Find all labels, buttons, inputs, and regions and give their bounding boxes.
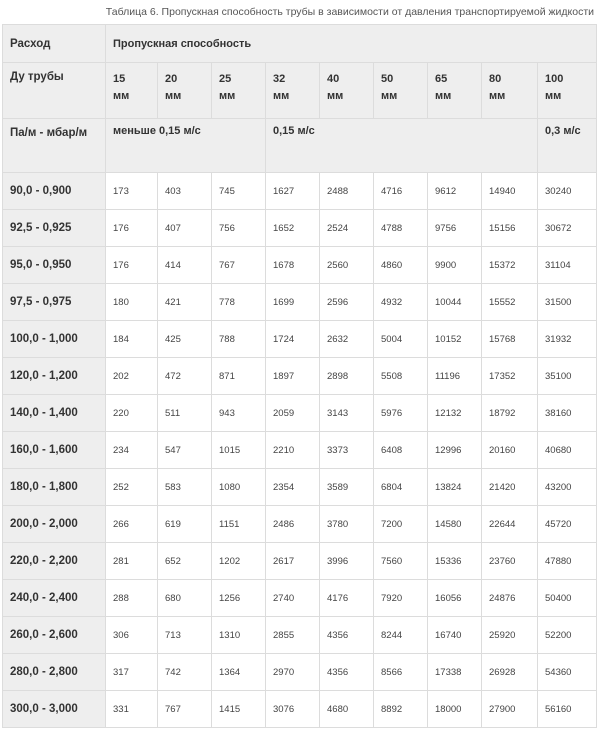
capacity-cell: 317 xyxy=(106,654,158,691)
capacity-cell: 25920 xyxy=(482,617,538,654)
capacity-cell: 306 xyxy=(106,617,158,654)
capacity-cell: 15372 xyxy=(482,247,538,284)
capacity-cell: 2632 xyxy=(320,321,374,358)
capacity-cell: 180 xyxy=(106,284,158,321)
capacity-cell: 56160 xyxy=(538,691,597,728)
capacity-cell: 3143 xyxy=(320,395,374,432)
capacity-cell: 421 xyxy=(158,284,212,321)
capacity-cell: 1678 xyxy=(266,247,320,284)
header-row-speeds xyxy=(3,119,597,173)
diameter-header xyxy=(212,63,266,119)
capacity-cell: 281 xyxy=(106,543,158,580)
capacity-cell: 4860 xyxy=(374,247,428,284)
capacity-cell: 220 xyxy=(106,395,158,432)
capacity-cell: 12132 xyxy=(428,395,482,432)
diameter-header xyxy=(106,63,158,119)
capacity-cell: 767 xyxy=(212,247,266,284)
capacity-cell: 176 xyxy=(106,247,158,284)
capacity-cell: 4788 xyxy=(374,210,428,247)
table-row xyxy=(3,284,597,321)
capacity-cell: 547 xyxy=(158,432,212,469)
capacity-cell: 10044 xyxy=(428,284,482,321)
capacity-cell: 26928 xyxy=(482,654,538,691)
flow-label: Расход xyxy=(3,25,106,63)
table-row xyxy=(3,580,597,617)
speed-low: меньше 0,15 м/с xyxy=(106,119,266,173)
capacity-cell: 1310 xyxy=(212,617,266,654)
diameter-value: 25 xyxy=(219,73,232,85)
capacity-cell: 1080 xyxy=(212,469,266,506)
header-row-flow xyxy=(3,25,597,63)
diameter-header xyxy=(538,63,597,119)
capacity-cell: 3076 xyxy=(266,691,320,728)
header-row-diameters xyxy=(3,63,597,119)
pressure-cell: 120,0 - 1,200 xyxy=(3,358,106,395)
capacity-cell: 583 xyxy=(158,469,212,506)
capacity-cell: 18000 xyxy=(428,691,482,728)
capacity-cell: 6408 xyxy=(374,432,428,469)
capacity-cell: 14580 xyxy=(428,506,482,543)
capacity-cell: 31932 xyxy=(538,321,597,358)
capacity-cell: 2740 xyxy=(266,580,320,617)
capacity-cell: 1724 xyxy=(266,321,320,358)
capacity-cell: 2210 xyxy=(266,432,320,469)
capacity-cell: 943 xyxy=(212,395,266,432)
capacity-cell: 30672 xyxy=(538,210,597,247)
capacity-cell: 713 xyxy=(158,617,212,654)
diameter-unit: мм xyxy=(489,90,506,102)
capacity-cell: 15156 xyxy=(482,210,538,247)
capacity-cell: 15768 xyxy=(482,321,538,358)
capacity-cell: 184 xyxy=(106,321,158,358)
capacity-cell: 1256 xyxy=(212,580,266,617)
capacity-cell: 1151 xyxy=(212,506,266,543)
capacity-cell: 745 xyxy=(212,173,266,210)
pressure-cell: 92,5 - 0,925 xyxy=(3,210,106,247)
capacity-cell: 38160 xyxy=(538,395,597,432)
capacity-cell: 13824 xyxy=(428,469,482,506)
diameter-value: 15 xyxy=(113,73,126,85)
pressure-cell: 90,0 - 0,900 xyxy=(3,173,106,210)
pressure-cell: 180,0 - 1,800 xyxy=(3,469,106,506)
diameter-header xyxy=(428,63,482,119)
capacity-table xyxy=(2,24,597,728)
diameter-header xyxy=(158,63,212,119)
capacity-cell: 1627 xyxy=(266,173,320,210)
capacity-cell: 1015 xyxy=(212,432,266,469)
capacity-cell: 9756 xyxy=(428,210,482,247)
capacity-cell: 1652 xyxy=(266,210,320,247)
capacity-cell: 35100 xyxy=(538,358,597,395)
capacity-cell: 2855 xyxy=(266,617,320,654)
capacity-cell: 266 xyxy=(106,506,158,543)
capacity-cell: 2898 xyxy=(320,358,374,395)
pressure-label: Па/м - мбар/м xyxy=(3,119,106,173)
diameter-unit: мм xyxy=(273,90,290,102)
capacity-cell: 252 xyxy=(106,469,158,506)
diameter-unit: мм xyxy=(113,90,130,102)
diameter-label: Ду трубы xyxy=(3,63,106,119)
capacity-cell: 9900 xyxy=(428,247,482,284)
diameter-value: 65 xyxy=(435,73,448,85)
capacity-cell: 4356 xyxy=(320,654,374,691)
diameter-value: 32 xyxy=(273,73,286,85)
capacity-cell: 288 xyxy=(106,580,158,617)
table-row xyxy=(3,543,597,580)
capacity-cell: 2617 xyxy=(266,543,320,580)
table-row xyxy=(3,173,597,210)
capacity-cell: 1699 xyxy=(266,284,320,321)
table-row xyxy=(3,506,597,543)
capacity-cell: 425 xyxy=(158,321,212,358)
pressure-cell: 260,0 - 2,600 xyxy=(3,617,106,654)
pressure-cell: 95,0 - 0,950 xyxy=(3,247,106,284)
table-caption: Таблица 6. Пропускная способность трубы в зависимости от давления транспортируемой жидкости xyxy=(105,6,594,18)
diameter-value: 80 xyxy=(489,73,502,85)
capacity-cell: 778 xyxy=(212,284,266,321)
capacity-cell: 2488 xyxy=(320,173,374,210)
capacity-cell: 173 xyxy=(106,173,158,210)
capacity-cell: 3373 xyxy=(320,432,374,469)
capacity-cell: 45720 xyxy=(538,506,597,543)
diameter-value: 100 xyxy=(545,73,564,85)
table-row xyxy=(3,654,597,691)
capacity-cell: 2560 xyxy=(320,247,374,284)
capacity-cell: 16740 xyxy=(428,617,482,654)
capacity-cell: 1202 xyxy=(212,543,266,580)
capacity-cell: 4932 xyxy=(374,284,428,321)
capacity-cell: 12996 xyxy=(428,432,482,469)
capacity-cell: 18792 xyxy=(482,395,538,432)
pressure-cell: 240,0 - 2,400 xyxy=(3,580,106,617)
table-row xyxy=(3,321,597,358)
capacity-cell: 10152 xyxy=(428,321,482,358)
capacity-cell: 1415 xyxy=(212,691,266,728)
capacity-label: Пропускная способность xyxy=(106,25,597,63)
capacity-cell: 23760 xyxy=(482,543,538,580)
capacity-cell: 54360 xyxy=(538,654,597,691)
capacity-cell: 2059 xyxy=(266,395,320,432)
capacity-cell: 17338 xyxy=(428,654,482,691)
table-row xyxy=(3,395,597,432)
capacity-cell: 14940 xyxy=(482,173,538,210)
table-row xyxy=(3,691,597,728)
capacity-cell: 2354 xyxy=(266,469,320,506)
capacity-cell: 31104 xyxy=(538,247,597,284)
table-row xyxy=(3,469,597,506)
capacity-cell: 407 xyxy=(158,210,212,247)
capacity-cell: 4356 xyxy=(320,617,374,654)
capacity-cell: 16056 xyxy=(428,580,482,617)
diameter-value: 20 xyxy=(165,73,178,85)
capacity-cell: 8566 xyxy=(374,654,428,691)
diameter-header xyxy=(482,63,538,119)
capacity-cell: 30240 xyxy=(538,173,597,210)
capacity-cell: 24876 xyxy=(482,580,538,617)
diameter-value: 40 xyxy=(327,73,340,85)
capacity-cell: 331 xyxy=(106,691,158,728)
capacity-cell: 52200 xyxy=(538,617,597,654)
capacity-cell: 1364 xyxy=(212,654,266,691)
capacity-cell: 234 xyxy=(106,432,158,469)
capacity-cell: 472 xyxy=(158,358,212,395)
capacity-cell: 788 xyxy=(212,321,266,358)
capacity-cell: 50400 xyxy=(538,580,597,617)
capacity-cell: 202 xyxy=(106,358,158,395)
table-row xyxy=(3,247,597,284)
capacity-cell: 22644 xyxy=(482,506,538,543)
diameter-header xyxy=(320,63,374,119)
capacity-cell: 3589 xyxy=(320,469,374,506)
capacity-cell: 7200 xyxy=(374,506,428,543)
capacity-cell: 9612 xyxy=(428,173,482,210)
capacity-cell: 15336 xyxy=(428,543,482,580)
capacity-cell: 21420 xyxy=(482,469,538,506)
capacity-cell: 767 xyxy=(158,691,212,728)
capacity-cell: 40680 xyxy=(538,432,597,469)
table-row xyxy=(3,432,597,469)
capacity-cell: 5508 xyxy=(374,358,428,395)
diameter-unit: мм xyxy=(381,90,398,102)
capacity-cell: 5976 xyxy=(374,395,428,432)
diameter-value: 50 xyxy=(381,73,394,85)
capacity-cell: 4176 xyxy=(320,580,374,617)
capacity-cell: 680 xyxy=(158,580,212,617)
capacity-cell: 8892 xyxy=(374,691,428,728)
capacity-cell: 27900 xyxy=(482,691,538,728)
capacity-cell: 2596 xyxy=(320,284,374,321)
capacity-cell: 2970 xyxy=(266,654,320,691)
capacity-cell: 17352 xyxy=(482,358,538,395)
diameter-header xyxy=(374,63,428,119)
capacity-cell: 742 xyxy=(158,654,212,691)
diameter-unit: мм xyxy=(327,90,344,102)
pressure-cell: 220,0 - 2,200 xyxy=(3,543,106,580)
capacity-cell: 4680 xyxy=(320,691,374,728)
table-row xyxy=(3,617,597,654)
capacity-cell: 11196 xyxy=(428,358,482,395)
capacity-cell: 43200 xyxy=(538,469,597,506)
capacity-cell: 619 xyxy=(158,506,212,543)
capacity-cell: 403 xyxy=(158,173,212,210)
diameter-unit: мм xyxy=(435,90,452,102)
pressure-cell: 97,5 - 0,975 xyxy=(3,284,106,321)
capacity-cell: 6804 xyxy=(374,469,428,506)
pressure-cell: 140,0 - 1,400 xyxy=(3,395,106,432)
capacity-cell: 756 xyxy=(212,210,266,247)
pressure-cell: 300,0 - 3,000 xyxy=(3,691,106,728)
diameter-unit: мм xyxy=(165,90,182,102)
capacity-cell: 2486 xyxy=(266,506,320,543)
capacity-cell: 15552 xyxy=(482,284,538,321)
capacity-cell: 1897 xyxy=(266,358,320,395)
pressure-cell: 100,0 - 1,000 xyxy=(3,321,106,358)
capacity-cell: 3780 xyxy=(320,506,374,543)
capacity-cell: 4716 xyxy=(374,173,428,210)
diameter-unit: мм xyxy=(545,90,562,102)
capacity-cell: 871 xyxy=(212,358,266,395)
capacity-cell: 3996 xyxy=(320,543,374,580)
speed-high: 0,3 м/с xyxy=(538,119,597,173)
capacity-cell: 652 xyxy=(158,543,212,580)
pressure-cell: 200,0 - 2,000 xyxy=(3,506,106,543)
diameter-unit: мм xyxy=(219,90,236,102)
capacity-cell: 414 xyxy=(158,247,212,284)
pressure-cell: 280,0 - 2,800 xyxy=(3,654,106,691)
capacity-cell: 176 xyxy=(106,210,158,247)
capacity-cell: 47880 xyxy=(538,543,597,580)
capacity-cell: 20160 xyxy=(482,432,538,469)
pressure-cell: 160,0 - 1,600 xyxy=(3,432,106,469)
capacity-cell: 511 xyxy=(158,395,212,432)
capacity-cell: 7920 xyxy=(374,580,428,617)
capacity-cell: 2524 xyxy=(320,210,374,247)
table-row xyxy=(3,210,597,247)
capacity-cell: 5004 xyxy=(374,321,428,358)
speed-mid: 0,15 м/с xyxy=(266,119,538,173)
capacity-cell: 31500 xyxy=(538,284,597,321)
capacity-cell: 7560 xyxy=(374,543,428,580)
diameter-header xyxy=(266,63,320,119)
table-row xyxy=(3,358,597,395)
capacity-cell: 8244 xyxy=(374,617,428,654)
